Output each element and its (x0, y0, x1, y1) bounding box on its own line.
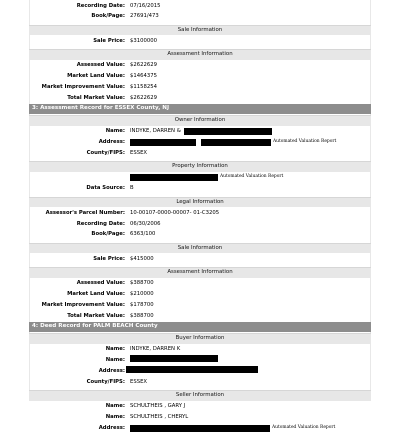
field-label: Assessor's Parcel Number: (45, 209, 125, 216)
buyer-information-heading: Buyer Information (29, 333, 371, 344)
field-value (130, 423, 335, 434)
field-value: ESSEX (130, 149, 148, 156)
field-label: Market Improvement Value: (41, 302, 125, 309)
field-value: $1158254 (130, 84, 157, 91)
field-value: $2622629 (130, 62, 157, 69)
redaction-bar (201, 139, 271, 146)
recording-date-row (0, 219, 400, 230)
assessed-value-row (0, 278, 400, 289)
book-page-row (0, 11, 400, 22)
field-label: Book/Page: (91, 13, 125, 20)
book-page-row (0, 229, 400, 240)
sale-information-heading: Sale Information (29, 25, 371, 36)
field-label: Total Market Value: (67, 312, 125, 319)
field-value: ESSEX (130, 378, 148, 385)
total-market-value-row (0, 93, 400, 104)
field-label: Assessed Value: (76, 280, 125, 287)
field-label: Name: (105, 346, 125, 353)
field-label: Name: (105, 128, 125, 135)
redaction-bar (184, 128, 272, 135)
property-information-heading: Property Information (29, 161, 371, 172)
section-title-deed-palm-beach: 4: Deed Record for PALM BEACH County (29, 322, 371, 332)
field-value (130, 126, 272, 137)
section-title-assessment-essex: 3: Assessment Record for ESSEX County, NJ (29, 104, 371, 114)
automated-valuation-report-link[interactable]: Automated Valuation Report (273, 138, 337, 144)
field-label: Recording Date: (76, 220, 125, 227)
field-label: Name: (105, 356, 125, 363)
field-value: $178700 (130, 302, 154, 309)
redaction-bar (130, 139, 196, 146)
owner-information-heading: Owner Information (29, 115, 371, 126)
property-address-row (0, 172, 400, 183)
market-land-value-row (0, 71, 400, 82)
market-improvement-value-row (0, 300, 400, 311)
assessment-information-heading: Assessment Information (29, 267, 371, 278)
field-value (130, 355, 218, 362)
field-label: Total Market Value: (67, 94, 125, 101)
field-label: Market Land Value: (67, 73, 125, 80)
field-value: $388700 (130, 312, 154, 319)
field-label: Sale Price: (93, 37, 125, 44)
automated-valuation-report-link[interactable]: Automated Valuation Report (272, 424, 336, 430)
field-label: Assessed Value: (76, 62, 125, 69)
field-value: 06/30/2006 (130, 220, 161, 227)
field-value (126, 366, 258, 373)
seller-address-row (0, 423, 400, 434)
owner-name-row (0, 126, 400, 137)
owner-address-row (0, 137, 400, 148)
field-value (130, 172, 283, 183)
assessment-information-heading: Assessment Information (29, 49, 371, 60)
field-label: Address: (98, 138, 125, 145)
field-label: Name: (105, 403, 125, 410)
data-source-row (0, 183, 400, 194)
seller-information-heading: Seller Information (29, 390, 371, 401)
field-value: SCHULTHEIS , GARY J (130, 403, 186, 410)
field-value: 07/16/2015 (130, 2, 161, 9)
field-label: Market Improvement Value: (41, 84, 125, 91)
field-value: B (130, 185, 134, 192)
field-value: $388700 (130, 280, 154, 287)
field-value: 10-00107-0000-00007- 01-C3205 (130, 209, 220, 216)
county-fips-row (0, 377, 400, 388)
field-value: SCHULTHEIS , CHERYL (130, 413, 189, 420)
county-fips-row (0, 148, 400, 159)
sale-information-heading: Sale Information (29, 243, 371, 254)
field-label: Sale Price: (93, 255, 125, 262)
recording-date-row (0, 1, 400, 12)
field-value: 27691/473 (130, 13, 159, 20)
buyer-name-row (0, 344, 400, 355)
sale-price-row (0, 254, 400, 265)
field-label: Address: (98, 424, 125, 431)
total-market-value-row (0, 311, 400, 322)
field-value: $2622629 (130, 94, 157, 101)
buyer-name-row (0, 355, 400, 366)
field-label: Data Source: (86, 185, 125, 192)
field-value (130, 137, 336, 148)
legal-information-heading: Legal Information (29, 197, 371, 208)
field-label: County/FIPS: (86, 149, 125, 156)
seller-name-row (0, 401, 400, 412)
redaction-bar (130, 425, 270, 432)
redaction-bar (130, 174, 218, 181)
field-value: 6363/100 (130, 231, 156, 238)
market-improvement-value-row (0, 82, 400, 93)
redaction-bar (130, 355, 218, 362)
field-value: INDYKE, DARREN K (130, 346, 181, 353)
field-label: Market Land Value: (67, 291, 125, 298)
field-label: Address: (98, 367, 125, 374)
sale-price-row (0, 36, 400, 47)
market-land-value-row (0, 289, 400, 300)
owner-name-text: INDYKE, DARREN & (130, 128, 181, 135)
automated-valuation-report-link[interactable]: Automated Valuation Report (220, 174, 284, 180)
field-value: $210000 (130, 291, 154, 298)
seller-name-row (0, 412, 400, 423)
field-label: County/FIPS: (86, 378, 125, 385)
parcel-number-row (0, 208, 400, 219)
field-value: $415000 (130, 255, 154, 262)
buyer-address-row (0, 366, 400, 377)
redaction-bar (126, 366, 258, 373)
field-value: $3100000 (130, 37, 157, 44)
field-value: $1464375 (130, 73, 157, 80)
field-label: Name: (105, 413, 125, 420)
field-label: Book/Page: (91, 231, 125, 238)
field-label: Recording Date: (76, 2, 125, 9)
assessed-value-row (0, 60, 400, 71)
